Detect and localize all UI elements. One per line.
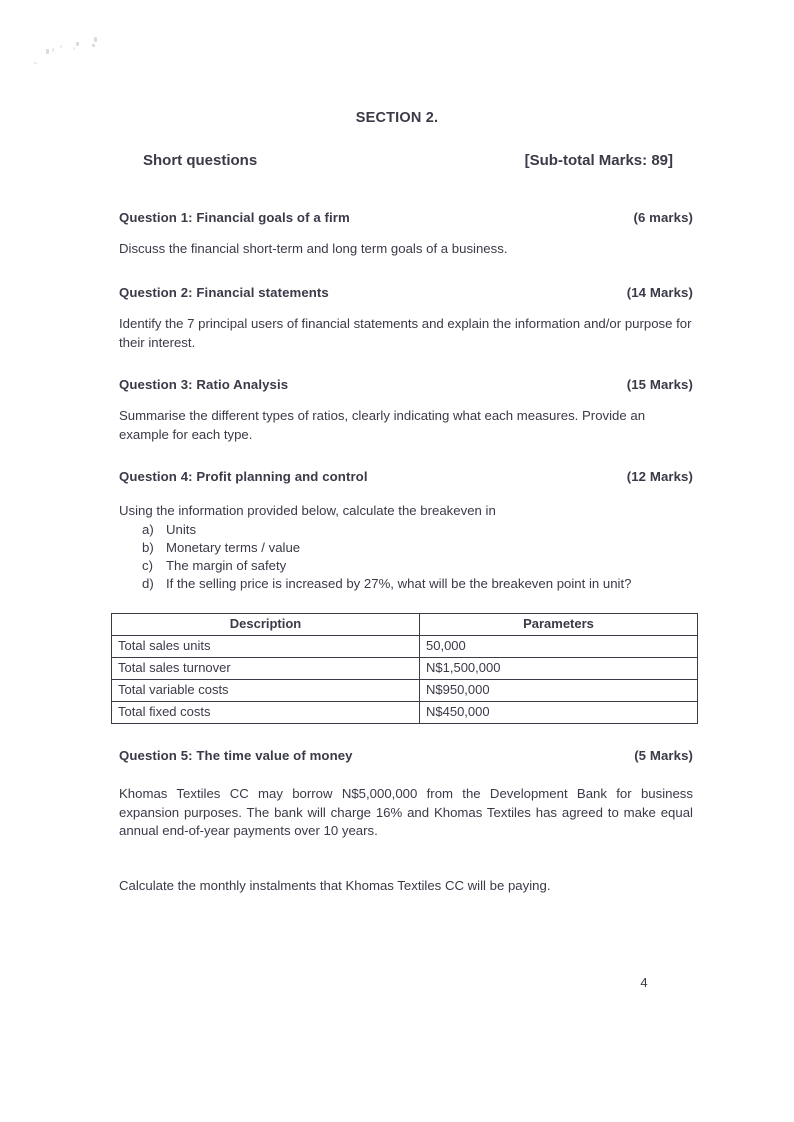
list-marker: a) [142, 521, 154, 537]
question-marks: (6 marks) [633, 210, 693, 225]
cell-description: Total sales turnover [112, 658, 420, 680]
question-heading-row [119, 285, 693, 300]
table-header-row [112, 614, 698, 636]
list-item-label: The margin of safety [166, 557, 287, 573]
list-marker: b) [142, 539, 154, 555]
scan-artifact-speck [92, 44, 95, 47]
breakeven-sublist [119, 521, 693, 593]
list-item-label: Units [166, 521, 197, 537]
question-body: Using the information provided below, calculate the breakeven in [119, 503, 496, 518]
question-title: Question 5: The time value of money [119, 748, 353, 763]
scan-artifact-speck [94, 37, 97, 42]
question-block-5 [119, 748, 693, 896]
table-row [112, 658, 698, 680]
scan-artifact-speck [73, 47, 75, 50]
question-block-4 [119, 469, 693, 593]
question-marks: (14 Marks) [626, 285, 693, 300]
list-item [119, 557, 693, 575]
list-marker: c) [142, 557, 153, 573]
subtotal-marks: [Sub-total Marks: 89] [524, 152, 673, 169]
question-block-2 [119, 285, 693, 352]
question-title: Question 3: Ratio Analysis [119, 377, 289, 392]
list-item [119, 539, 693, 557]
question-body: Khomas Textiles CC may borrow N$5,000,000 from the Development Bank for business expansion purposes. The bank will charge 16% and Khomas Textiles has agreed to make equal annual end-of-year payments over 10 years. [119, 786, 693, 839]
question-body: Discuss the financial short-term and long term goals of a business. [119, 241, 508, 256]
question-marks: (12 Marks) [626, 469, 693, 484]
cell-parameter: N$950,000 [420, 680, 698, 702]
cell-description: Total fixed costs [112, 702, 420, 724]
question-heading-row [119, 377, 693, 392]
question-marks: (5 Marks) [634, 748, 693, 763]
column-header-parameters: Parameters [420, 614, 698, 636]
question-block-3 [119, 377, 693, 444]
scan-artifact-speck [34, 62, 37, 64]
question-heading-row [119, 748, 693, 763]
question-body-secondary: Calculate the monthly instalments that Khomas Textiles CC will be paying. [119, 878, 551, 894]
scan-artifact-speck [60, 45, 62, 48]
subheading-row [143, 152, 673, 169]
list-item [119, 575, 693, 593]
scan-artifact-speck [52, 48, 54, 52]
question-heading-row [119, 469, 693, 484]
list-item-label: Monetary terms / value [166, 539, 301, 555]
column-header-description: Description [112, 614, 420, 636]
cell-parameter: N$1,500,000 [420, 658, 698, 680]
list-item-label: If the selling price is increased by 27%, what will be the breakeven point in unit? [166, 575, 632, 591]
question-title: Question 4: Profit planning and control [119, 469, 368, 484]
subheading-label: Short questions [143, 152, 258, 169]
scan-artifact-speck [46, 49, 49, 54]
cell-parameter: 50,000 [420, 636, 698, 658]
question-body: Summarise the different types of ratios, clearly indicating what each measures. Provide an example for each type. [119, 408, 646, 442]
cell-description: Total variable costs [112, 680, 420, 702]
question-title: Question 1: Financial goals of a firm [119, 210, 350, 225]
cell-parameter: N$450,000 [420, 702, 698, 724]
scan-artifact-speck [76, 42, 79, 46]
list-marker: d) [142, 575, 154, 591]
question-body: Identify the 7 principal users of financial statements and explain the information and/or purpose for their interest. [119, 316, 692, 350]
table-row [112, 636, 698, 658]
page-number: 4 [640, 975, 648, 990]
table-row [112, 702, 698, 724]
list-item [119, 521, 693, 539]
question-marks: (15 Marks) [626, 377, 693, 392]
parameters-table [111, 613, 698, 724]
section-title: SECTION 2. [355, 110, 439, 126]
table-row [112, 680, 698, 702]
question-title: Question 2: Financial statements [119, 285, 329, 300]
question-block-1 [119, 210, 693, 259]
question-heading-row [119, 210, 693, 225]
cell-description: Total sales units [112, 636, 420, 658]
